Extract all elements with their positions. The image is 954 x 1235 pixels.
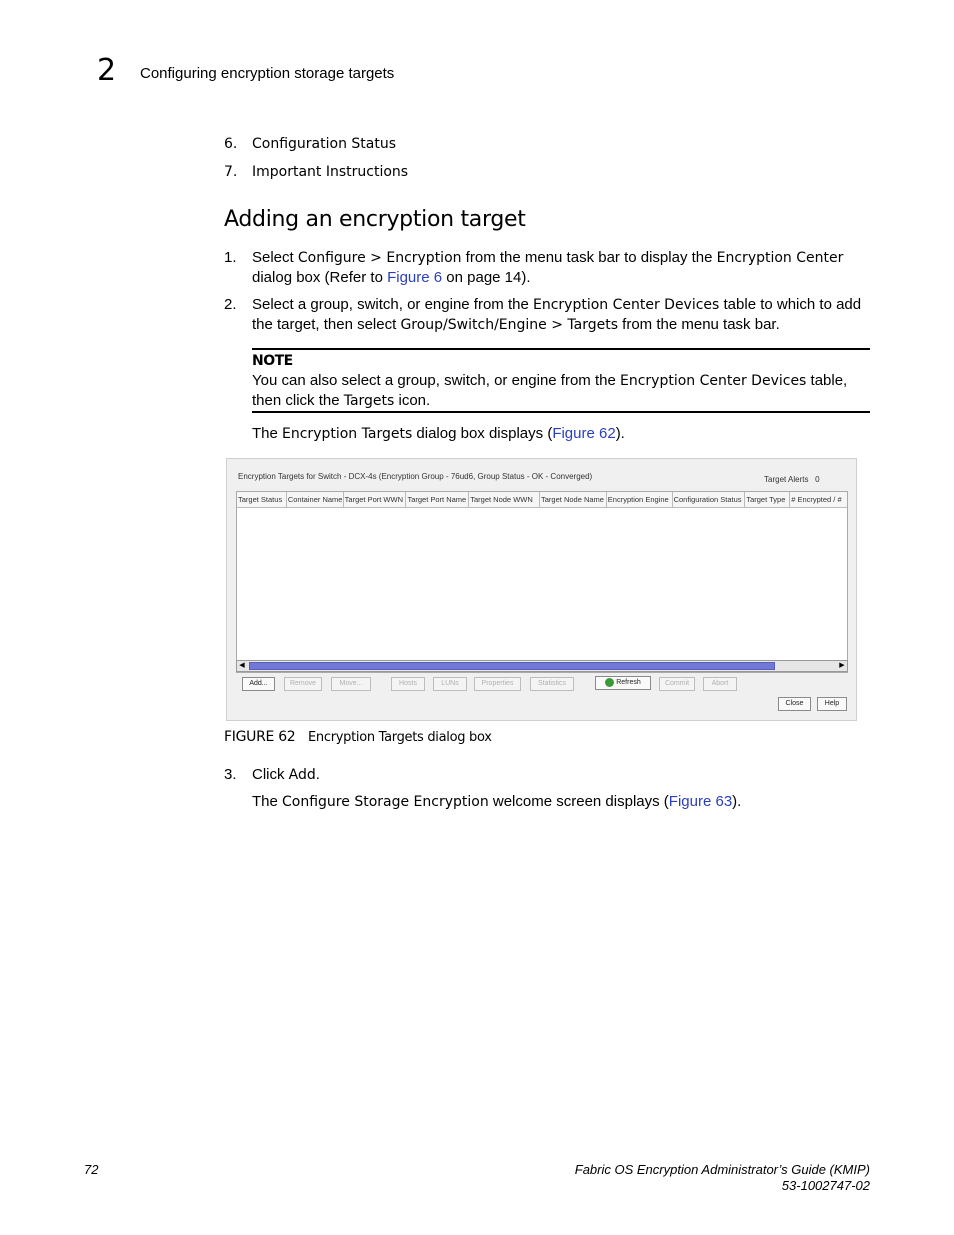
column-header[interactable]: Target Port Name [406, 492, 469, 507]
target-alerts-count: 0 [815, 475, 820, 484]
properties-button[interactable]: Properties [474, 677, 521, 691]
horizontal-scrollbar[interactable] [236, 660, 848, 672]
section-title: Adding an encryption target [224, 207, 526, 232]
list-text: Configuration Status [252, 136, 397, 152]
welcome-paragraph: The Configure Storage Encryption welcome screen displays (Figure 63). [252, 793, 742, 810]
target-alerts: Target Alerts 0 [764, 475, 820, 484]
column-header[interactable]: Configuration Status [673, 492, 746, 507]
note-label: NOTE [252, 353, 293, 369]
luns-button[interactable]: LUNs [433, 677, 467, 691]
step-number: 2. [224, 296, 237, 313]
note [252, 352, 870, 411]
list-text: Important Instructions [252, 164, 409, 180]
encryption-targets-dialog [226, 458, 857, 721]
step-number: 3. [224, 766, 237, 783]
column-header[interactable]: Target Status [237, 492, 287, 507]
page-number: 72 [84, 1162, 99, 1177]
dialog-title: Encryption Targets for Switch - DCX-4s (Encryption Group - 76ud6, Group Status - OK - Converged) [238, 472, 593, 481]
document-number: 53-1002747-02 [781, 1178, 870, 1193]
column-header[interactable]: # Encrypted / # [791, 495, 842, 504]
note-text: You can also select a group, switch, or engine from the Encryption Center Devices table, then click the Targets icon. [252, 372, 848, 409]
figure-6-link[interactable]: Figure 6 [387, 269, 443, 286]
figure-title: Encryption Targets dialog box [308, 730, 492, 745]
step-text: Select a group, switch, or engine from the Encryption Center Devices table to which to add the target, then select Group/Switch/Engine > Targets from the menu task bar. [252, 296, 862, 333]
guide-title: Fabric OS Encryption Administrator’s Guide (KMIP) [574, 1162, 870, 1177]
chapter-title: Configuring encryption storage targets [140, 65, 395, 82]
commit-button[interactable]: Commit [659, 677, 695, 691]
refresh-button[interactable]: Refresh [595, 676, 651, 690]
note-rule-bottom [252, 411, 870, 413]
targets-table[interactable] [236, 491, 848, 673]
move-button[interactable]: Move... [331, 677, 371, 691]
step-text: Click Add. [252, 766, 320, 783]
column-header[interactable]: Encryption Engine [607, 492, 673, 507]
add-button[interactable]: Add... [242, 677, 275, 691]
column-header[interactable]: Target Node WWN [469, 492, 540, 507]
help-button[interactable]: Help [817, 697, 847, 711]
scroll-right-icon[interactable]: ▶ [839, 662, 845, 669]
list-number: 6. [224, 136, 238, 152]
remove-button[interactable]: Remove [284, 677, 322, 691]
scrollbar-thumb[interactable] [249, 662, 775, 670]
column-header[interactable]: Target Node Name [540, 492, 607, 507]
figure-caption [224, 729, 492, 745]
column-header[interactable]: Target Port WWN [344, 492, 407, 507]
dialog-intro-paragraph: The Encryption Targets dialog box displays (Figure 62). [252, 425, 625, 442]
abort-button[interactable]: Abort [703, 677, 737, 691]
statistics-button[interactable]: Statistics [530, 677, 574, 691]
column-header[interactable]: Target Type [745, 492, 790, 507]
chapter-number: 2 [97, 53, 117, 88]
close-button[interactable]: Close [778, 697, 811, 711]
column-header[interactable]: Container Name [287, 492, 344, 507]
figure-62-link[interactable]: Figure 62 [552, 425, 616, 442]
step-text: Select Configure > Encryption from the menu task bar to display the Encryption Center dialog box (Refer to Figure 6 on page 14). [252, 249, 844, 286]
list-number: 7. [224, 164, 238, 180]
refresh-icon [605, 678, 614, 687]
table-header [237, 492, 847, 508]
figure-label: FIGURE 62 [224, 729, 296, 745]
note-rule-top [252, 348, 870, 350]
footer-guide [575, 1162, 870, 1194]
step-number: 1. [224, 249, 237, 266]
figure-63-link[interactable]: Figure 63 [668, 793, 733, 810]
hosts-button[interactable]: Hosts [391, 677, 425, 691]
scroll-left-icon[interactable]: ◀ [239, 662, 245, 669]
